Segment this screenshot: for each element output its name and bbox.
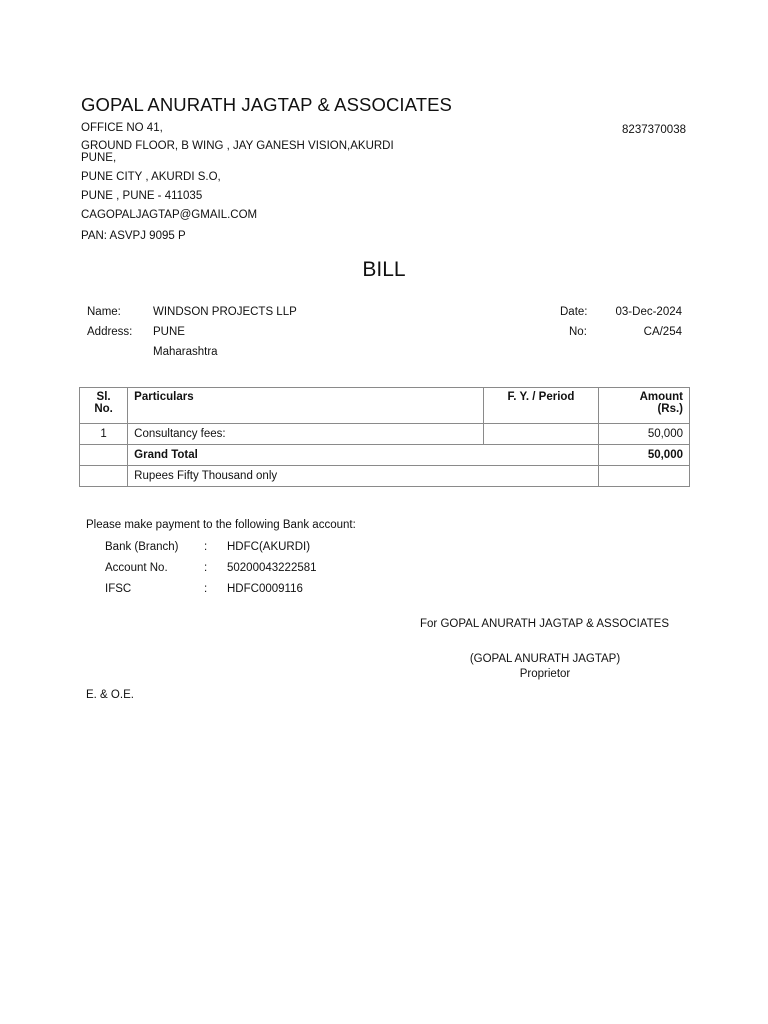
name-label: Name: [87,306,121,318]
bank-branch-sep: : [204,541,208,553]
table-row [80,424,690,445]
grand-total-label: Grand Total [128,445,599,466]
grand-total-sl-cell [80,445,128,466]
table-header-row [80,388,690,424]
bill-date: 03-Dec-2024 [615,306,682,318]
address-line-5: PUNE , PUNE - 411035 [81,190,203,202]
bank-branch-value: HDFC(AKURDI) [227,541,311,553]
words-sl-cell [80,466,128,487]
signatory-designation: Proprietor [519,668,571,680]
client-name: WINDSON PROJECTS LLP [153,306,297,318]
address-label: Address: [87,326,133,338]
bank-branch-label: Bank (Branch) [105,541,179,553]
bank-intro: Please make payment to the following Bank account: [86,519,356,531]
header-particulars: Particulars [128,388,484,424]
grand-total-amount: 50,000 [598,445,689,466]
header-amount [598,388,689,424]
account-no-sep: : [204,562,208,574]
eoe-note: E. & O.E. [86,689,134,701]
row-particulars: Consultancy fees: [128,424,484,445]
address-line-1: OFFICE NO 41, [81,122,163,134]
account-no-value: 50200043222581 [227,562,317,574]
header-amount-line2: (Rs.) [657,403,683,415]
grand-total-row [80,445,690,466]
address-line-3: PUNE, [81,152,117,164]
signatory-name: (GOPAL ANURATH JAGTAP) [469,653,621,665]
account-no-label: Account No. [105,562,168,574]
signature-for-line: For GOPAL ANURATH JAGTAP & ASSOCIATES [420,618,670,630]
header-period: F. Y. / Period [484,388,598,424]
ifsc-sep: : [204,583,208,595]
row-period [484,424,598,445]
header-amount-line1: Amount [639,391,683,403]
address-line-2: GROUND FLOOR, B WING , JAY GANESH VISION,AKURDI [81,140,394,152]
document-title: BILL [362,258,406,281]
items-table [79,387,690,487]
client-address-line-1: PUNE [153,326,185,338]
date-label: Date: [560,306,588,318]
address-line-4: PUNE CITY , AKURDI S.O, [81,171,221,183]
header-sl-no: Sl. No. [80,388,128,424]
row-sl-no: 1 [80,424,128,445]
phone-number: 8237370038 [622,124,686,136]
email: CAGOPALJAGTAP@GMAIL.COM [81,209,258,221]
bill-number: CA/254 [643,326,682,338]
pan: PAN: ASVPJ 9095 P [81,230,186,242]
words-amount-cell [598,466,689,487]
amount-in-words-row [80,466,690,487]
number-label: No: [569,326,587,338]
firm-name: GOPAL ANURATH JAGTAP & ASSOCIATES [81,94,452,115]
row-amount: 50,000 [598,424,689,445]
ifsc-value: HDFC0009116 [227,583,303,595]
amount-in-words: Rupees Fifty Thousand only [128,466,599,487]
ifsc-label: IFSC [105,583,132,595]
client-address-line-2: Maharashtra [153,346,218,358]
